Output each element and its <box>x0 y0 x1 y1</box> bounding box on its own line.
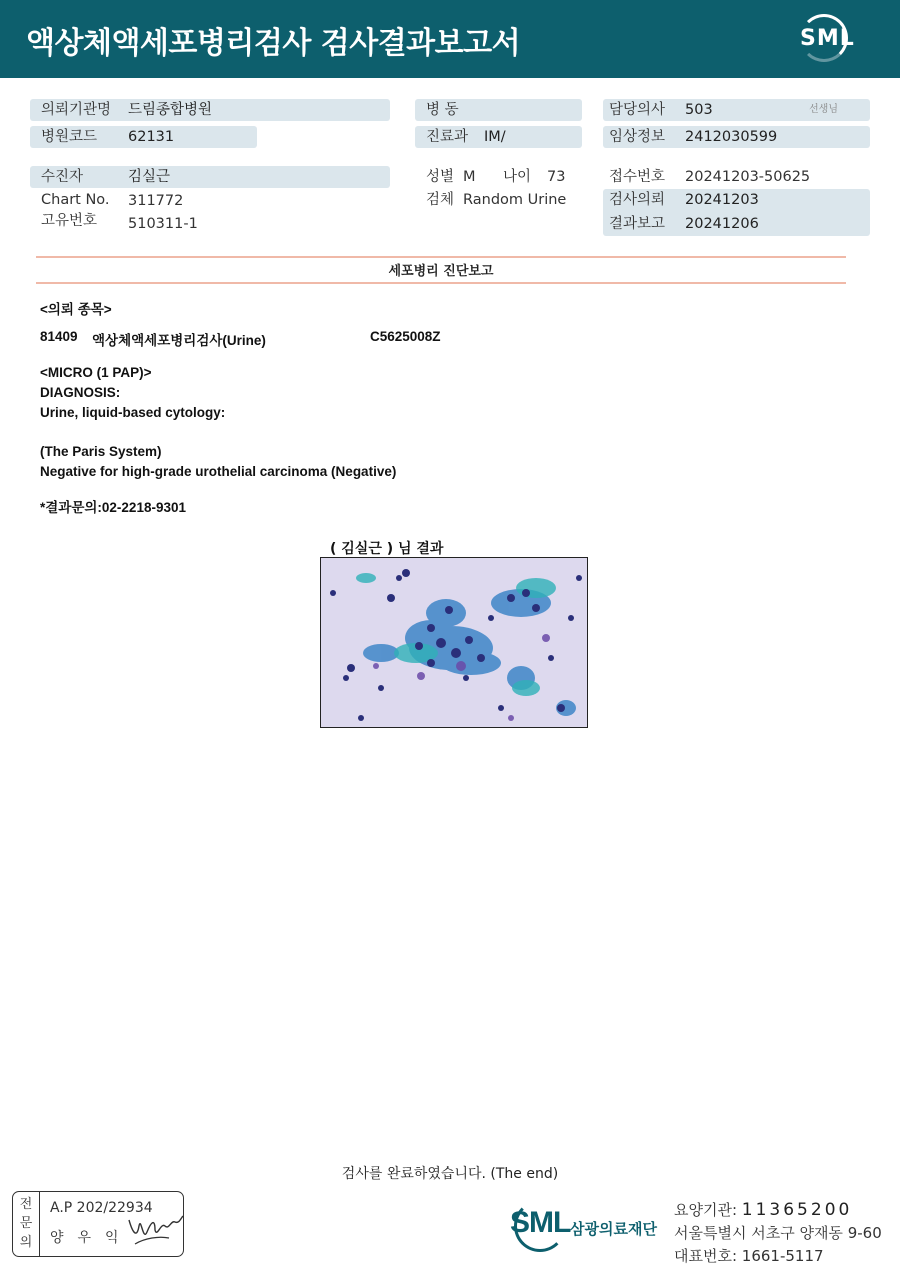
unique-label: 고유번호 <box>41 213 98 229</box>
section-title: 세포병리 진단보고 <box>388 264 494 279</box>
doctor-value: 503 <box>685 102 713 118</box>
patient-label: 수진자 <box>41 169 84 185</box>
micro-heading: <MICRO (1 PAP)> <box>40 365 152 380</box>
report-header <box>0 0 900 78</box>
institution-value: 드림종합병원 <box>128 102 213 118</box>
specimen-label: 검체 <box>426 192 455 208</box>
age-value: 73 <box>547 169 566 185</box>
diagnosis-heading: DIAGNOSIS: <box>40 385 121 400</box>
stamp-name: 양우익 <box>50 1230 133 1246</box>
dept-field <box>415 126 582 148</box>
footer-logo-sml: SML <box>510 1206 571 1239</box>
unique-value: 510311-1 <box>128 216 198 232</box>
image-caption: ( 김실근 ) 님 결과 <box>330 541 444 557</box>
specialist-stamp <box>12 1191 184 1257</box>
section-rule-top <box>36 256 846 258</box>
ward-field <box>415 99 582 121</box>
institution-field <box>30 99 390 121</box>
order-code: 81409 <box>40 329 78 344</box>
institution-label: 의뢰기관명 <box>41 102 112 118</box>
signature-icon <box>125 1208 185 1248</box>
doctor-label: 담당의사 <box>609 102 666 118</box>
patient-field <box>30 166 390 188</box>
method-text: Urine, liquid-based cytology: <box>40 405 226 420</box>
chart-label: Chart No. <box>41 192 110 208</box>
receipt-value: 20241203-50625 <box>685 169 811 185</box>
hospital-code-field <box>30 126 257 148</box>
code-value: 11365200 <box>741 1200 853 1220</box>
sml-logo: SML <box>796 12 856 68</box>
org-name: 삼광의료재단 <box>570 1220 657 1238</box>
specimen-value: Random Urine <box>463 192 567 208</box>
doctor-suffix: 선생님 <box>809 104 838 115</box>
stamp-license: A.P 202/22934 <box>50 1200 153 1216</box>
microscopy-picture <box>321 558 588 728</box>
doctor-field <box>603 99 870 121</box>
address: 서울특별시 서초구 양재동 9-60 <box>674 1224 882 1242</box>
dates-field <box>603 189 870 236</box>
hospital-code-value: 62131 <box>128 129 175 145</box>
request-label: 검사의뢰 <box>609 192 666 208</box>
chart-value: 311772 <box>128 193 184 209</box>
phone-label: 대표번호: <box>674 1247 738 1265</box>
report-date-label: 결과보고 <box>609 216 666 232</box>
order-name: 액상체액세포병리검사(Urine) <box>92 333 266 348</box>
hospital-code-label: 병원코드 <box>41 129 98 145</box>
code-label: 요양기관: <box>674 1201 738 1219</box>
order-id: C5625008Z <box>370 329 441 344</box>
stamp-side: 전 문 의 <box>13 1192 40 1256</box>
age-label: 나이 <box>503 169 532 185</box>
dept-value: IM/ <box>484 129 506 145</box>
ward-label: 병 동 <box>426 102 459 118</box>
contact-info: *결과문의:02-2218-9301 <box>40 500 186 515</box>
dept-label: 진료과 <box>426 129 469 145</box>
report-title: 액상체액세포병리검사 검사결과보고서 <box>26 26 521 61</box>
end-text: 검사를 완료하였습니다. (The end) <box>341 1166 559 1182</box>
clinical-label: 임상정보 <box>609 129 666 145</box>
institution-code <box>674 1199 852 1220</box>
clinical-value: 2412030599 <box>685 129 778 145</box>
phone <box>674 1245 824 1266</box>
order-heading: <의뢰 종목> <box>40 302 112 317</box>
patient-value: 김실근 <box>128 169 171 185</box>
report-date-value: 20241206 <box>685 216 759 232</box>
phone-value: 1661-5117 <box>741 1247 824 1265</box>
paris-system: (The Paris System) <box>40 444 162 459</box>
sex-value: M <box>463 169 476 185</box>
footer-logo <box>510 1200 670 1256</box>
sex-label: 성별 <box>426 169 455 185</box>
request-value: 20241203 <box>685 192 759 208</box>
cytology-image <box>320 557 588 728</box>
diagnosis-result: Negative for high-grade urothelial carcinoma (Negative) <box>40 464 397 479</box>
clinical-field <box>603 126 870 148</box>
section-rule-bottom <box>36 282 846 284</box>
receipt-label: 접수번호 <box>609 169 666 185</box>
